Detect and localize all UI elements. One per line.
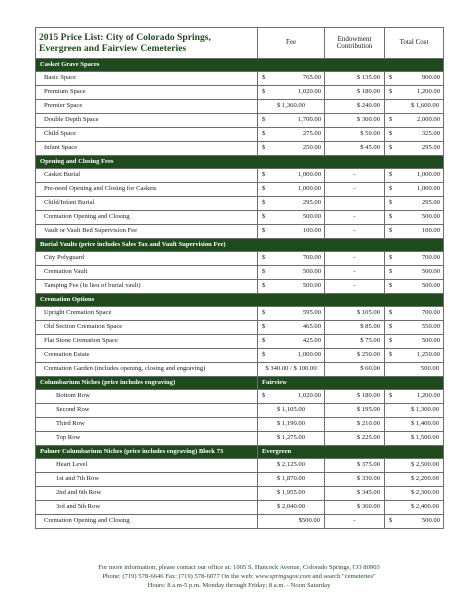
total-amount (385, 310, 443, 317)
item-name: Child Space (36, 128, 258, 142)
dollar-sign: $ (262, 213, 266, 221)
dollar-sign: $ (262, 227, 266, 235)
total-cell (385, 128, 444, 142)
fee-amount (258, 255, 324, 262)
fee-cell (258, 280, 325, 294)
item-name: Top Row (36, 432, 258, 446)
total-cell (385, 390, 444, 404)
total-cell (385, 307, 444, 321)
item-name: Vault or Vault Bed Supervision Fee (36, 225, 258, 239)
item-name: Basic Space (36, 72, 258, 86)
endowment-cell: $ 360.00 (325, 501, 385, 515)
dollar-sign: $ (262, 171, 266, 179)
total-cell (385, 183, 444, 197)
fee-value: 1,020.00 (297, 88, 321, 96)
table-row (36, 128, 444, 142)
endowment-cell: $ 75.00 (325, 335, 385, 349)
item-name: Cremation Garden (includes opening, closing and engraving) (36, 363, 258, 377)
table-row (36, 321, 444, 335)
table-row (36, 418, 444, 432)
fee-amount (258, 269, 324, 276)
total-value: 1,000.00 (416, 185, 440, 193)
dollar-sign: $ (262, 116, 266, 124)
total-amount (385, 283, 443, 290)
total-column-header: Total Cost (385, 28, 444, 59)
dollar-sign: $ (389, 323, 393, 331)
item-name: 1st and 7th Row (36, 473, 258, 487)
table-row (36, 169, 444, 183)
section-title (36, 377, 258, 390)
endowment-cell: $ 195.00 (325, 404, 385, 418)
item-name: Cremation Opening and Closing (36, 515, 258, 529)
total-amount (385, 200, 443, 207)
dollar-sign: $ (389, 185, 393, 193)
fee-cell (258, 72, 325, 86)
section-location-text: Fairview (262, 378, 287, 386)
fee-cell (258, 349, 325, 363)
fee-cell (258, 266, 325, 280)
fee-cell (258, 252, 325, 266)
table-row (36, 225, 444, 239)
endowment-cell: $ 240.00 (325, 100, 385, 114)
table-row (36, 266, 444, 280)
total-value: 550.00 (421, 323, 440, 331)
fee-cell: $ 1,870.00 (258, 473, 325, 487)
section-header (36, 239, 444, 252)
section-location (258, 377, 444, 390)
dollar-sign: $ (389, 171, 393, 179)
total-cell: $ 1,300.00 (385, 404, 444, 418)
dollar-sign: $ (389, 268, 393, 276)
total-amount (385, 89, 443, 96)
item-name: Flat Stone Cremation Space (36, 335, 258, 349)
section-title-text: Cremation Options (40, 295, 95, 303)
item-name: 2nd and 6th Row (36, 487, 258, 501)
item-name: Infant Space (36, 142, 258, 156)
total-value: 500.00 (421, 517, 440, 525)
endowment-cell: $ 180.00 (325, 390, 385, 404)
total-cell (385, 211, 444, 225)
total-cell (385, 72, 444, 86)
total-cell: $ 2,200.00 (385, 473, 444, 487)
dollar-sign: $ (389, 309, 393, 317)
fee-amount (258, 228, 324, 235)
endowment-cell: $ 180.00 (325, 86, 385, 100)
total-amount (385, 255, 443, 262)
endowment-cell: - (325, 266, 385, 280)
fee-cell (258, 225, 325, 239)
total-value: 900.00 (421, 74, 440, 82)
endowment-cell: $ 300.00 (325, 114, 385, 128)
item-name: Pre-need Opening and Closing for Caskets (36, 183, 258, 197)
fee-value: 1,020.00 (297, 392, 321, 400)
section-title-text: Columbarium Niches (price includes engraving) (40, 378, 176, 386)
section-title (36, 156, 444, 169)
fee-value: 500.00 (302, 268, 321, 276)
total-value: 500.00 (421, 282, 440, 290)
total-cell: $ 2,300.00 (385, 487, 444, 501)
fee-cell (258, 321, 325, 335)
total-cell (385, 280, 444, 294)
dollar-sign: $ (262, 268, 266, 276)
dollar-sign: $ (389, 282, 393, 290)
dollar-sign: $ (262, 351, 266, 359)
fee-value: 425.00 (302, 337, 321, 345)
item-name: Cremation Estate (36, 349, 258, 363)
dollar-sign: $ (262, 337, 266, 345)
fee-cell: $ 1,190.00 (258, 418, 325, 432)
table-row (36, 307, 444, 321)
table-row (36, 515, 444, 529)
item-name: Casket Burial (36, 169, 258, 183)
total-amount (385, 214, 443, 221)
fee-amount (258, 186, 324, 193)
dollar-sign: $ (262, 309, 266, 317)
section-header (36, 377, 444, 390)
table-row (36, 404, 444, 418)
total-cell: 500.00 (385, 363, 444, 377)
fee-cell: $ 1,360.00 (258, 100, 325, 114)
dollar-sign: $ (262, 254, 266, 262)
section-title-text: Burial Vaults (price includes Sales Tax and Vault Supervision Fee) (40, 240, 226, 248)
fee-cell (258, 197, 325, 211)
total-value: 325.00 (421, 130, 440, 138)
total-cell (385, 169, 444, 183)
table-row (36, 86, 444, 100)
total-cell: $ 1,600.00 (385, 100, 444, 114)
section-title (36, 239, 444, 252)
fee-column-header: Fee (258, 28, 325, 59)
total-value: 500.00 (421, 268, 440, 276)
total-cell (385, 225, 444, 239)
fee-value: 1,000.00 (297, 351, 321, 359)
fee-amount (258, 214, 324, 221)
table-row (36, 211, 444, 225)
dollar-sign: $ (262, 392, 266, 400)
endowment-cell: $ 135.00 (325, 72, 385, 86)
fee-cell: $ 1,275.00 (258, 432, 325, 446)
table-row (36, 390, 444, 404)
footer-phone-web: Phone: (719) 578-6646 Fax: (719) 578-6077 On the web: www.springsgov.com and search "cemeteries" (102, 573, 376, 580)
table-row (36, 114, 444, 128)
website-link[interactable]: www.springsgov.com (255, 573, 311, 580)
endowment-cell: $ 60.00 (325, 363, 385, 377)
table-row (36, 183, 444, 197)
fee-value: 250.00 (302, 144, 321, 152)
fee-cell (258, 307, 325, 321)
title-line-2: Evergreen and Fairview Cemeteries (39, 43, 187, 54)
total-amount (385, 269, 443, 276)
title-line-1: 2015 Price List: City of Colorado Springs, (39, 31, 211, 43)
item-name: Premier Space (36, 100, 258, 114)
dollar-sign: $ (389, 351, 393, 359)
table-row (36, 142, 444, 156)
dollar-sign: $ (262, 130, 266, 138)
fee-value: 275.00 (302, 130, 321, 138)
table-row (36, 473, 444, 487)
fee-amount (258, 393, 324, 400)
section-title-text: Casket Grave Spaces (40, 60, 100, 68)
total-cell (385, 197, 444, 211)
dollar-sign: $ (389, 392, 393, 400)
item-name: Double Depth Space (36, 114, 258, 128)
item-name: Premium Space (36, 86, 258, 100)
fee-value: 100.00 (302, 227, 321, 235)
total-cell (385, 114, 444, 128)
endowment-cell: - (325, 252, 385, 266)
fee-value: 700.00 (302, 254, 321, 262)
fee-value: 1,000.00 (297, 185, 321, 193)
endowment-cell: $ 375.00 (325, 459, 385, 473)
fee-value: 500.00 (302, 282, 321, 290)
total-cell (385, 252, 444, 266)
table-row (36, 280, 444, 294)
fee-amount (258, 352, 324, 359)
table-row (36, 72, 444, 86)
fee-amount (258, 200, 324, 207)
total-value: 700.00 (421, 254, 440, 262)
endowment-cell: $ 50.00 (325, 128, 385, 142)
footer-address: For more information, please contact our office at: 1005 S. Hancock Avenue, Colorado Springs, CO 80903 (98, 564, 380, 571)
dollar-sign: $ (262, 74, 266, 82)
fee-value: 765.00 (302, 74, 321, 82)
price-list-sheet (35, 27, 443, 529)
total-amount (385, 393, 443, 400)
table-row (36, 432, 444, 446)
total-cell (385, 515, 444, 529)
total-amount (385, 172, 443, 179)
fee-cell (258, 114, 325, 128)
total-value: 700.00 (421, 309, 440, 317)
fee-amount (258, 172, 324, 179)
table-row (36, 487, 444, 501)
table-row (36, 501, 444, 515)
table-row (36, 459, 444, 473)
section-title-text: Palmer Columbarium Niches (price includes engraving) Block 73 (40, 447, 224, 455)
item-name: Cremation Vault (36, 266, 258, 280)
endowment-cell: $ 250.00 (325, 349, 385, 363)
endowment-cell: $ 345.00 (325, 487, 385, 501)
fee-amount (258, 310, 324, 317)
total-value: 500.00 (421, 213, 440, 221)
total-amount (385, 145, 443, 152)
total-value: 295.00 (421, 144, 440, 152)
total-cell (385, 321, 444, 335)
fee-cell (258, 142, 325, 156)
dollar-sign: $ (262, 88, 266, 96)
dollar-sign: $ (389, 227, 393, 235)
total-value: 100.00 (421, 227, 440, 235)
fee-amount (258, 145, 324, 152)
total-value: 1,250.00 (416, 351, 440, 359)
item-name: Upright Cremation Space (36, 307, 258, 321)
fee-cell: $500.00 (258, 515, 325, 529)
table-header-row (36, 28, 444, 59)
item-name: Old Section Cremation Space (36, 321, 258, 335)
dollar-sign: $ (262, 282, 266, 290)
fee-cell: $ 340.00 / $ 100.00 (258, 363, 325, 377)
item-name: Child/Infant Burial (36, 197, 258, 211)
item-name: Bottom Row (36, 390, 258, 404)
endowment-cell: - (325, 169, 385, 183)
section-header (36, 156, 444, 169)
total-amount (385, 338, 443, 345)
total-amount (385, 131, 443, 138)
dollar-sign: $ (262, 185, 266, 193)
dollar-sign: $ (389, 517, 393, 525)
fee-cell (258, 390, 325, 404)
fee-value: 295.00 (302, 199, 321, 207)
item-name: Heart Level (36, 459, 258, 473)
page-title (36, 28, 258, 59)
fee-amount (258, 89, 324, 96)
dollar-sign: $ (389, 130, 393, 138)
section-title (36, 59, 444, 72)
price-table (35, 27, 444, 529)
section-title (36, 446, 258, 459)
total-cell: $ 2,500.00 (385, 459, 444, 473)
fee-amount (258, 131, 324, 138)
endowment-cell: - (325, 225, 385, 239)
fee-cell (258, 183, 325, 197)
footer-hours: Hours: 8 a.m-5 p.m. Monday through Friday; 8 a.m. - Noon Saturday (147, 582, 331, 589)
fee-amount (258, 324, 324, 331)
item-name: Tamping Fee (In lieu of burial vault) (36, 280, 258, 294)
total-value: 1,000.00 (416, 171, 440, 179)
fee-cell: $ 2,040.00 (258, 501, 325, 515)
dollar-sign: $ (389, 254, 393, 262)
endowment-cell: $ 330.00 (325, 473, 385, 487)
fee-cell (258, 169, 325, 183)
fee-cell (258, 86, 325, 100)
table-row (36, 349, 444, 363)
dollar-sign: $ (262, 323, 266, 331)
dollar-sign: $ (389, 213, 393, 221)
fee-value: 465.00 (302, 323, 321, 331)
endowment-cell: - (325, 211, 385, 225)
table-row (36, 197, 444, 211)
fee-amount (258, 75, 324, 82)
endowment-cell: - (325, 515, 385, 529)
section-title-text: Opening and Closing Fees (40, 157, 114, 165)
total-cell (385, 335, 444, 349)
section-header (36, 294, 444, 307)
endowment-cell: $ 105.00 (325, 307, 385, 321)
dollar-sign: $ (262, 144, 266, 152)
dollar-sign: $ (389, 116, 393, 124)
fee-cell: $ 1,955.00 (258, 487, 325, 501)
total-cell (385, 266, 444, 280)
item-name: 3rd and 5th Row (36, 501, 258, 515)
fee-cell (258, 335, 325, 349)
dollar-sign: $ (389, 337, 393, 345)
table-row (36, 335, 444, 349)
endowment-cell: $ 210.00 (325, 418, 385, 432)
section-location-text: Evergreen (262, 447, 292, 455)
item-name: Cremation Opening and Closing (36, 211, 258, 225)
dollar-sign: $ (389, 144, 393, 152)
contact-footer (35, 563, 443, 590)
total-cell: $ 1,500.00 (385, 432, 444, 446)
total-amount (385, 186, 443, 193)
fee-cell: $ 2,125.00 (258, 459, 325, 473)
table-row (36, 252, 444, 266)
endowment-column-header: Endowment Contribution (325, 28, 385, 59)
endowment-cell: $ 225.00 (325, 432, 385, 446)
section-location (258, 446, 444, 459)
total-cell (385, 86, 444, 100)
fee-value: 595.00 (302, 309, 321, 317)
item-name: Second Row (36, 404, 258, 418)
total-amount (385, 352, 443, 359)
dollar-sign: $ (389, 199, 393, 207)
section-header (36, 446, 444, 459)
total-amount (385, 117, 443, 124)
endowment-cell (325, 197, 385, 211)
total-value: 295.00 (421, 199, 440, 207)
total-cell (385, 349, 444, 363)
fee-value: 500.00 (302, 213, 321, 221)
fee-value: 1,700.00 (297, 116, 321, 124)
total-amount (385, 324, 443, 331)
total-value: 1,200.00 (416, 88, 440, 96)
total-cell: $ 2,400.00 (385, 501, 444, 515)
fee-cell (258, 211, 325, 225)
fee-amount (258, 117, 324, 124)
total-amount (385, 228, 443, 235)
fee-value: 1,000.00 (297, 171, 321, 179)
fee-amount (258, 338, 324, 345)
section-header (36, 59, 444, 72)
total-value: 500.00 (421, 337, 440, 345)
total-value: 1,200.00 (416, 392, 440, 400)
total-cell: $ 1,400.00 (385, 418, 444, 432)
table-row (36, 100, 444, 114)
fee-cell (258, 128, 325, 142)
dollar-sign: $ (389, 74, 393, 82)
endowment-cell: $ 45.00 (325, 142, 385, 156)
total-value: 2,000.00 (416, 116, 440, 124)
total-cell (385, 142, 444, 156)
item-name: Third Row (36, 418, 258, 432)
total-amount (385, 518, 443, 525)
fee-cell: $ 1,105.00 (258, 404, 325, 418)
endowment-cell: - (325, 183, 385, 197)
table-row (36, 363, 444, 377)
dollar-sign: $ (389, 88, 393, 96)
endowment-cell: - (325, 280, 385, 294)
fee-amount (258, 283, 324, 290)
endowment-cell: $ 85.00 (325, 321, 385, 335)
dollar-sign: $ (262, 199, 266, 207)
section-title (36, 294, 444, 307)
item-name: City Polyguard (36, 252, 258, 266)
total-amount (385, 75, 443, 82)
